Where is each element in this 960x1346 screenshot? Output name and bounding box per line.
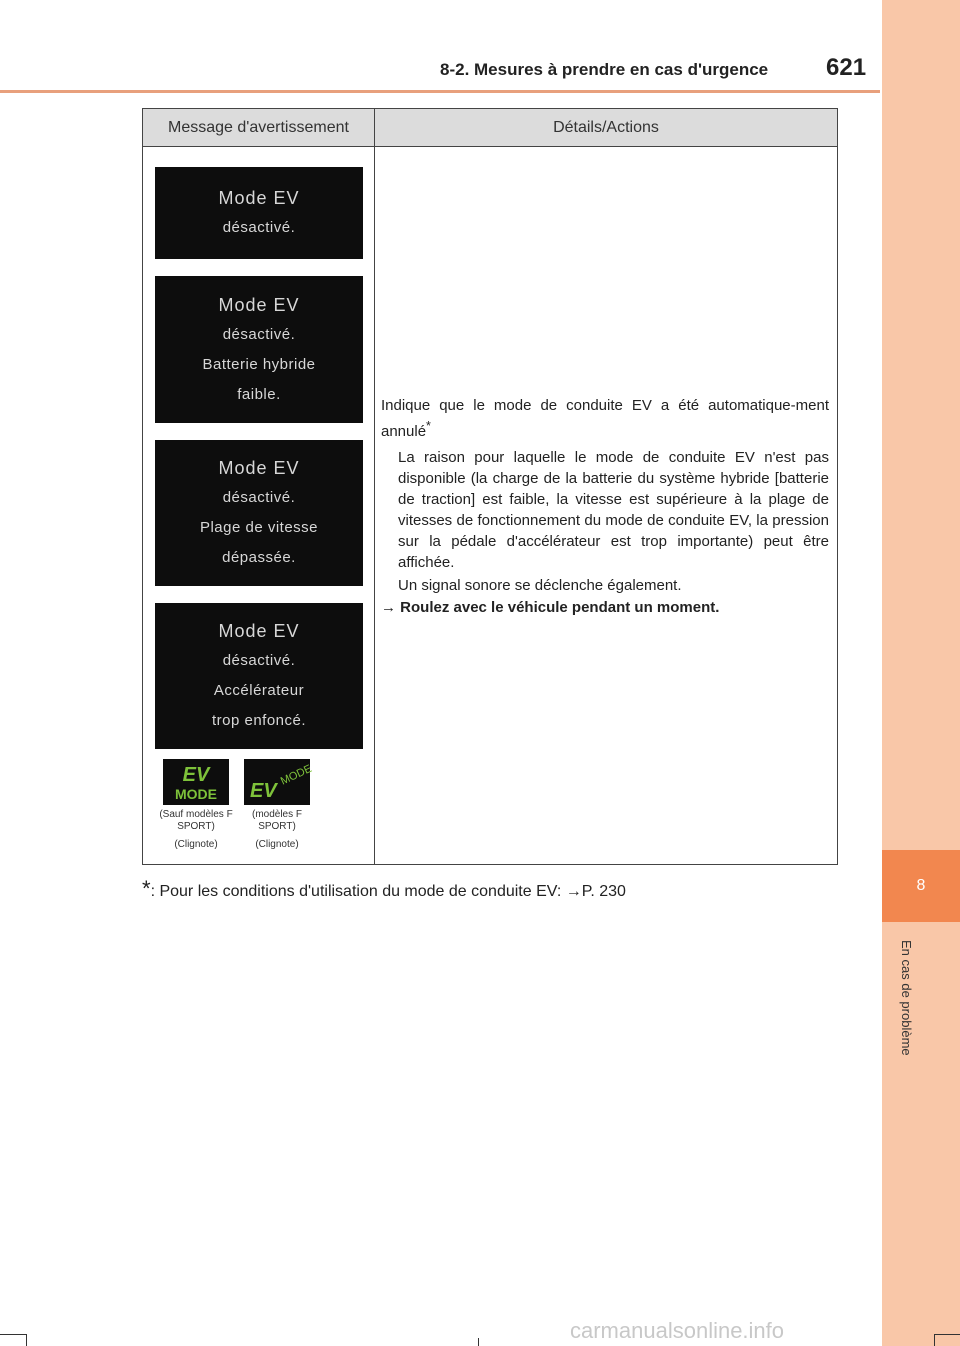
panel-line: désactivé. [222,219,296,236]
panel-line: Batterie hybride [202,355,316,373]
mode-label: MODE [175,786,217,802]
arrow-icon: → [565,883,582,900]
page-reference-link[interactable]: P. 230 [581,883,626,900]
details-beep: Un signal sonore se déclenche également. [398,577,682,594]
footnote-asterisk: * [426,419,431,433]
icon-caption-standard: (Sauf modèles F SPORT) [159,809,233,832]
panel-line: faible. [237,385,281,403]
details-action [381,597,829,618]
header-divider [0,90,880,93]
footnote-text: : Pour les conditions d'utilisation du mode de conduite EV: [150,883,566,900]
ev-mode-icon [163,759,229,805]
panel-title: Mode EV [218,294,300,315]
chapter-label: En cas de problème [899,940,914,1056]
panel-title: Mode EV [218,458,300,478]
warning-message-table [142,108,838,865]
crop-mark [934,1334,960,1335]
panel-line: désactivé. [222,325,296,343]
display-panel-battery-low [155,276,363,423]
ev-mode-fsport-icon-graphic [244,759,314,805]
chapter-number-tab[interactable]: 8 [882,850,960,922]
ev-mode-fsport-icon [244,759,314,805]
column-header-details: Détails/Actions [553,119,659,136]
page-number: 621 [826,54,867,81]
column-divider [374,109,375,864]
panel-line: Accélérateur [213,682,305,699]
crop-mark [934,1334,935,1346]
ev-label: EV [250,780,277,802]
display-panel-ev-off [155,167,363,259]
footnote [142,876,626,902]
crop-mark [0,1334,26,1335]
panel-line: trop enfoncé. [211,712,307,729]
panel-line: Plage de vitesse [199,519,319,536]
section-title: 8-2. Mesures à prendre en cas d'urgence [440,60,769,79]
ev-label: EV [182,764,210,786]
crop-mark [478,1338,479,1346]
footnote-mark: * [142,876,151,901]
icon-state-fsport: (Clignote) [255,839,299,850]
display-panel-accelerator [155,603,363,749]
mode-label: MODE [278,762,314,788]
details-reason: La raison pour laquelle le mode de conduite EV n'est pas disponible (la charge de la batterie du système hybride [batterie de traction] est faible, la vitesse est supérieure à la plage de vitesses de fonctionnement du mode de conduite EV, la pression sur la pédale d'accélérateur est trop importante) peut être affichée. [398,449,829,571]
crop-mark [26,1334,27,1346]
panel-line: désactivé. [222,652,296,669]
arrow-icon: → [381,599,396,616]
panel-title: Mode EV [218,621,300,641]
watermark: carmanualsonline.info [570,1318,785,1343]
column-header-message: Message d'avertissement [168,119,349,136]
display-panel-speed-exceeded [155,440,363,586]
action-text: Roulez avec le véhicule pendant un moment. [400,599,720,616]
icon-state-standard: (Clignote) [174,839,218,850]
chapter-side-tab [882,0,960,1346]
panel-line: dépassée. [222,549,296,566]
details-intro-text: Indique que le mode de conduite EV a été automatique-ment annulé [381,397,829,440]
panel-line: désactivé. [222,489,296,506]
panel-title: Mode EV [218,188,300,208]
details-intro [381,395,829,442]
table-header-row [143,109,837,147]
ev-mode-icon-graphic [163,759,229,805]
icon-caption-fsport: (modèles F SPORT) [251,809,302,832]
